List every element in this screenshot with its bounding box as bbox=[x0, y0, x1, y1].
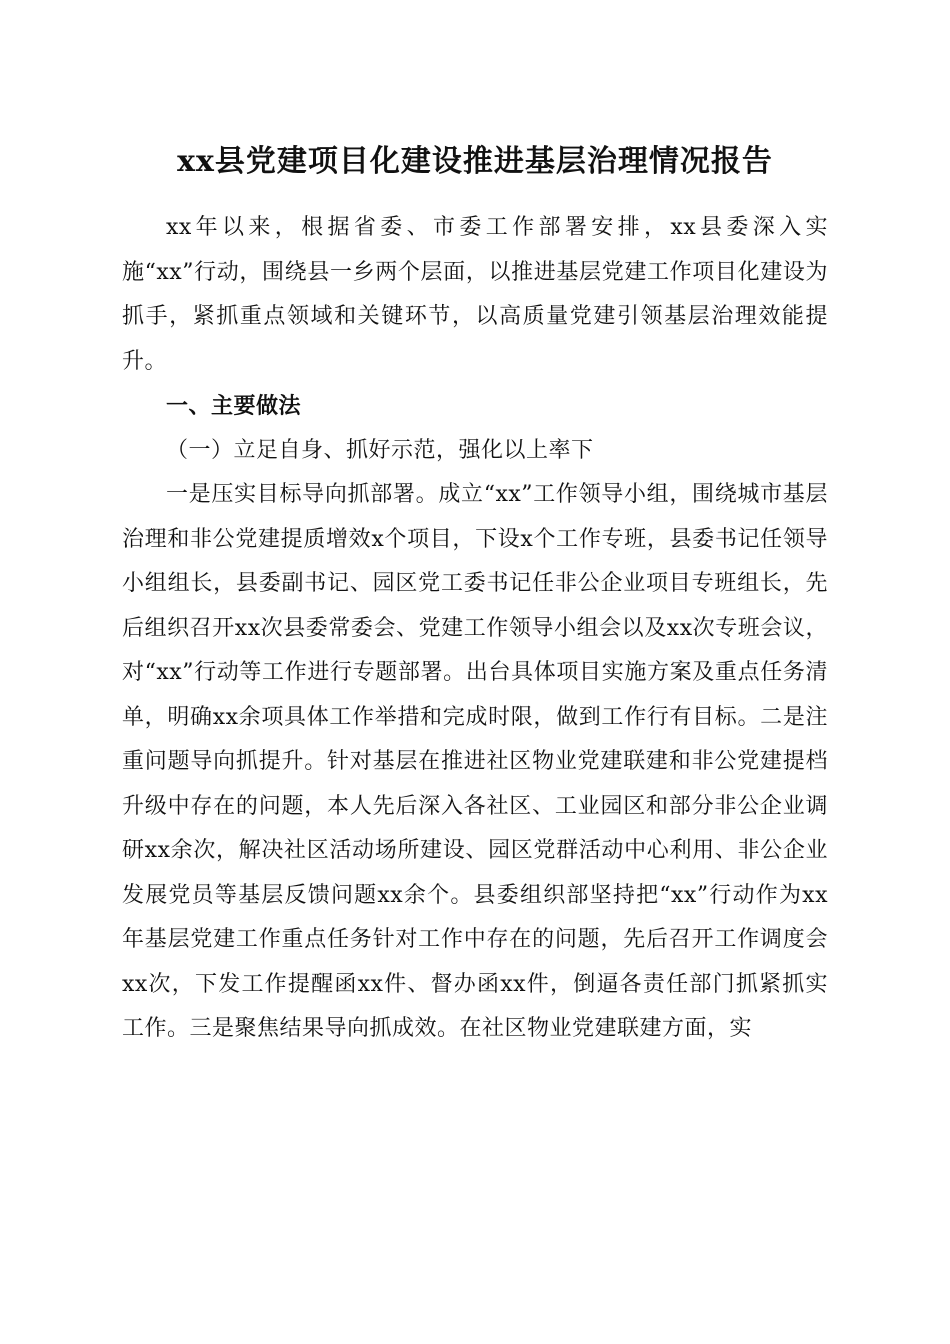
document-body bbox=[122, 206, 828, 1052]
paragraph-body-3: 在社区物业党建联建方面，实 bbox=[459, 1016, 753, 1041]
paragraph-body-1: 成立“xx”工作领导小组，围绕城市基层治理和非公党建提质增效x个项目，下设x个工作专班，县委书记任领导小组组长，县委副书记、园区党工委书记任非公企业项目专班组长，先后组织召开xx次县委常委会、党建工作领导小组会以及xx次专班会议，对“xx”行动等工作进行专题部署。出台具体项目实施方案及重点任务清单，明确xx余项具体工作举措和完成时限，做到工作行有目标。 bbox=[122, 482, 828, 730]
paragraph-body-2: 针对基层在推进社区物业党建联建和非公党建提档升级中存在的问题，本人先后深入各社区、工业园区和部分非公企业调研xx余次，解决社区活动场所建设、园区党群活动中心利用、非公企业发展党员等基层反馈问题xx余个。县委组织部坚持把“xx”行动作为xx年基层党建工作重点任务针对工作中存在的问题，先后召开工作调度会xx次，下发工作提醒函xx件、督办函xx件，倒逼各责任部门抓紧抓实工作。 bbox=[122, 749, 828, 1041]
paragraph-lead-2: 二是注重问题导向抓提升。 bbox=[122, 704, 828, 774]
body-paragraph bbox=[122, 473, 828, 1052]
paragraph-lead-1: 一是压实目标导向抓部署。 bbox=[166, 482, 439, 507]
paragraph-lead-3: 三是聚焦结果导向抓成效。 bbox=[189, 1016, 460, 1041]
section-heading: 一、主要做法 bbox=[166, 393, 302, 419]
subsection-heading: （一）立足自身、抓好示范，强化以上率下 bbox=[166, 437, 594, 463]
document-title: xx县党建项目化建设推进基层治理情况报告 bbox=[177, 144, 773, 179]
intro-paragraph: xx年以来，根据省委、市委工作部署安排，xx县委深入实施“xx”行动，围绕县一乡两个层面，以推进基层党建工作项目化建设为抓手，紧抓重点领域和关键环节，以高质量党建引领基层治理效能提升。 bbox=[122, 215, 828, 374]
